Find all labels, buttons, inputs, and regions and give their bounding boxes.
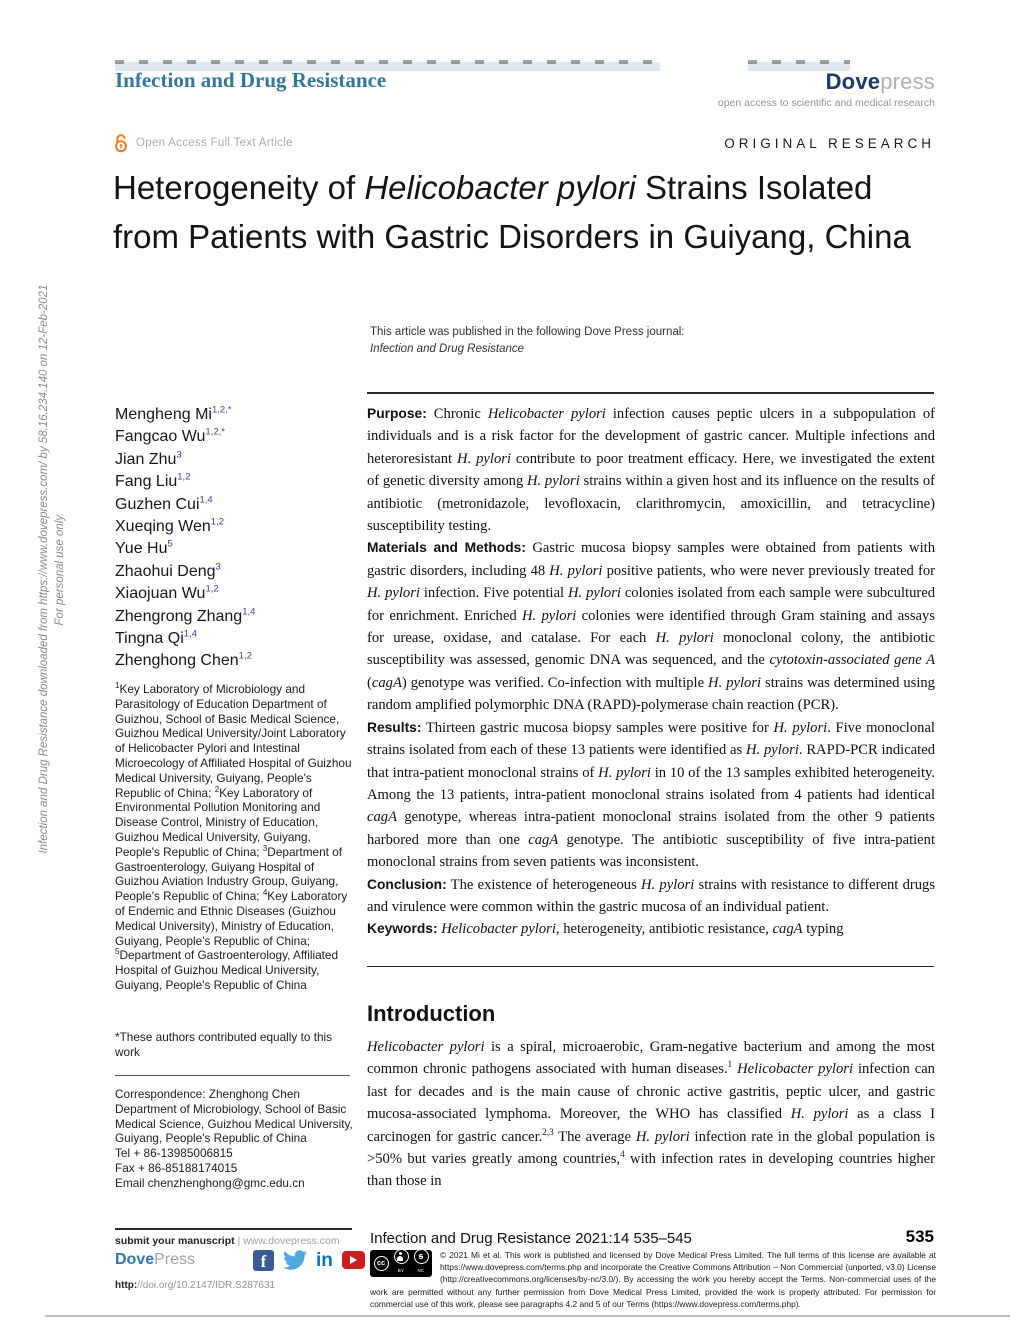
open-access-lock-icon bbox=[113, 133, 129, 153]
author: Guzhen Cui$^{1,4}$ bbox=[115, 494, 213, 513]
abstract-purpose-label: Purpose: bbox=[367, 406, 427, 421]
abstract-conclusion: Conclusion: The existence of heterogeneous H. pylori strains with resistance to different drugs and virulence were common within the gastric mucosa of an individual patient. bbox=[367, 876, 935, 915]
twitter-icon[interactable] bbox=[283, 1248, 307, 1272]
author: Fangcao $Wu^{1,2,*}$ bbox=[115, 427, 225, 446]
watermark-line2: For personal use only. bbox=[54, 512, 66, 626]
open-access-row bbox=[113, 133, 293, 153]
abstract bbox=[367, 403, 935, 941]
correspondence-tel: Tel + 86-13985006815 bbox=[115, 1146, 233, 1161]
affiliations: $^1$Key Laboratory of Microbiology and Parasitology of Education Department of Guizhou, School of Basic Medical Science, Guizhou Medical University/Joint Laboratory of Helicobacter Pylori and Intestinal Microecology of Affiliated Hospital of Guizhou Medical University, Guiyang, People's Republic of China; $^2$Key Laboratory of Environmental Pollution Monitoring and Disease Control, Ministry of Education, Guizhou Medical University, Guiyang, People's Republic of China; $^3$Department of Gastroenterology, Guiyang Hospital of Guizhou Aviation Industry Group, Guiyang, People's Republic of China; $^4$Key Laboratory of Endemic and Ethnic Diseases (Guizhou Medical University), Ministry of Education, Guiyang, People's Republic of China; $^5$Department of Gastroenterology, Affiliated Hospital of Guizhou Medical University, Guiyang, People's Republic of China bbox=[115, 681, 352, 992]
article-type-label: ORIGINAL RESEARCH bbox=[724, 136, 935, 151]
cc-by-icon: BY bbox=[394, 1249, 409, 1277]
equal-contribution-note: *These authors contributed equally to this work bbox=[115, 1030, 333, 1059]
author: Yue Hu$^5$ bbox=[115, 539, 173, 558]
correspondence-fax: Fax + 86-85188174015 bbox=[115, 1160, 238, 1175]
introduction-paragraph: Helicobacter pylori is a spiral, microaerobic, Gram-negative bacterium and among the most common chronic pathogens associated with human diseases.$^1$ Helicobacter pylori infection can last for decades and is the main cause of chronic active gastritis, peptic ulcer, and gastric mucosa-associated lymphoma. Moreover, the WHO has classified H. pylori as a class I carcinogen for gastric cancer.$^{2,3}$ The average H. pylori infection rate in the global population is >50% but varies greatly among countries,$^4$ with infection rates in developing countries higher than those in bbox=[367, 1039, 936, 1190]
author: Jian Zhu$^3$ bbox=[115, 449, 182, 468]
author: Zhenghong Chen$^{1,2}$ bbox=[115, 651, 252, 670]
correspondence-address: Department of Microbiology, School of Basic Medical Science, Guizhou Medical University, Guiyang, People's Republic of China bbox=[115, 1101, 353, 1146]
abstract-purpose: Purpose: Chronic Helicobacter pylori infection causes peptic ulcers in a subpopulation of individuals and is a risk factor for the development of gastric cancer. Multiple infections and heteroresistant H. pylori contribute to poor treatment efficacy. Here, we investigated the extent of genetic diversity among H. pylori strains within a given host and its influence on the results of antibiotic (metronidazole, levofloxacin, clarithromycin, amoxicillin, and tetracycline) susceptibility testing. bbox=[367, 406, 936, 535]
correspondence-name: Correspondence: Zhenghong Chen bbox=[115, 1087, 300, 1101]
correspondence-block bbox=[115, 1087, 360, 1191]
youtube-icon[interactable] bbox=[342, 1251, 365, 1269]
brand-tagline: open access to scientific and medical research bbox=[717, 97, 935, 109]
author: Mengheng $Mi^{1,2,*}$ bbox=[115, 404, 232, 423]
article-title: Heterogeneity of Helicobacter pylori Strains Isolated from Patients with Gastric Disorders in Guiyang, China bbox=[113, 169, 911, 255]
social-icons bbox=[253, 1248, 365, 1272]
divider bbox=[367, 966, 934, 967]
abstract-results: Results: Thirteen gastric mucosa biopsy samples were positive for H. pylori. Five monoclonal strains isolated from each of these 13 patients were identified as H. pylori. RAPD-PCR indicated that intra-patient monoclonal strains of H. pylori in 10 of the 13 samples exhibited heterogeneity. Among the 13 patients, intra-patient monoclonal strains isolated from 4 patients had identical cagA genotype, whereas intra-patient monoclonal strains isolated from the other 9 patients harbored more than one cagA genotype. The antibiotic susceptibility of five intra-patient monoclonal strains from seven patients was inconsistent. bbox=[367, 719, 936, 871]
author: Xiaojuan Wu$^{1,2}$ bbox=[115, 583, 219, 603]
license-text: © 2021 Mi et al. This work is published and licensed by Dove Medical Press Limited. The full terms of this license are available at https://www.dovepress.com/terms.php and incorporate the Creative Commons Attribution – Non Commercial (unported, v3.0) License (http://creativecommons.org/licenses/by-nc/3.0/). By accessing the work you hereby accept the Terms. Non-commercial uses of the work are permitted without any further permission from Dove Medical Press Limited, provided the work is properly attributed. For permission for commercial use of this work, please see paragraphs 4.2 and 5 of our Terms (https://www.dovepress.com/terms.php). bbox=[370, 1250, 936, 1309]
divider bbox=[367, 392, 934, 394]
watermark-line1: Infection and Drug Resistance downloaded from https://www.dovepress.com/ by 58.16.234.140 on 12-Feb-2021 bbox=[38, 284, 50, 854]
submit-manuscript-line bbox=[115, 1235, 339, 1247]
separator: | bbox=[237, 1235, 241, 1247]
introduction-heading: Introduction bbox=[367, 1001, 496, 1026]
author: Zhaohui Deng$^3$ bbox=[115, 561, 221, 580]
page-number: 535 bbox=[905, 1227, 934, 1246]
author: Tingna Qi$^{1,4}$ bbox=[115, 628, 197, 648]
open-access-label: Open Access Full Text Article bbox=[136, 137, 293, 149]
license-block bbox=[370, 1249, 936, 1310]
cc-icon: cc bbox=[374, 1256, 389, 1271]
facebook-icon[interactable]: f bbox=[253, 1250, 274, 1271]
dovepress-footer-logo[interactable]: DovePress bbox=[115, 1251, 196, 1268]
divider bbox=[115, 1228, 352, 1230]
download-watermark bbox=[36, 239, 68, 899]
dovepress-logo[interactable] bbox=[826, 69, 935, 95]
published-note-journal: Infection and Drug Resistance bbox=[370, 343, 525, 355]
published-note bbox=[370, 324, 685, 358]
published-note-line1: This article was published in the following Dove Press journal: bbox=[370, 326, 685, 338]
creative-commons-badge[interactable] bbox=[370, 1250, 432, 1277]
author-list bbox=[115, 404, 360, 673]
abstract-keywords-label: Keywords: bbox=[367, 921, 438, 937]
cc-nc-icon: $ NC bbox=[414, 1249, 429, 1277]
author: Xueqing Wen$^{1,2}$ bbox=[115, 516, 224, 536]
page-bottom-divider bbox=[45, 1315, 1010, 1317]
author: Fang Liu$^{1,2}$ bbox=[115, 471, 191, 491]
abstract-methods-label: Materials and Methods: bbox=[367, 540, 526, 556]
correspondence-email[interactable]: Email chenzhenghong@gmc.edu.cn bbox=[115, 1175, 305, 1190]
abstract-results-label: Results: bbox=[367, 719, 422, 735]
abstract-keywords: Keywords: Helicobacter pylori, heterogeneity, antibiotic resistance, cagA typing bbox=[367, 921, 844, 938]
abstract-conclusion-label: Conclusion: bbox=[367, 876, 447, 892]
divider bbox=[115, 1075, 350, 1076]
linkedin-icon[interactable]: in bbox=[316, 1249, 333, 1271]
journal-citation: Infection and Drug Resistance 2021:14 535–545 bbox=[370, 1230, 692, 1247]
abstract-methods: Materials and Methods: Gastric mucosa biopsy samples were obtained from patients with gastric disorders, including 48 H. pylori positive patients, who were never previously treated for H. pylori infection. Five potential H. pylori colonies isolated from each sample were subcultured for enrichment. Enriched H. pylori colonies were identified through Gram staining and assays for urease, oxidase, and catalase. For each H. pylori monoclonal colony, the antibiotic susceptibility was assessed, genomic DNA was sequenced, and the cytotoxin-associated gene A (cagA) genotype was verified. Co-infection with multiple H. pylori strains was determined using random amplified polymorphic DNA (RAPD)-polymerase chain reaction (PCR). bbox=[367, 540, 936, 714]
dovepress-logo-press: press bbox=[880, 69, 935, 94]
author: Zhengrong Zhang$^{1,4}$ bbox=[115, 606, 256, 625]
doi-link[interactable]: http://doi.org/10.2147/IDR.S287631 bbox=[115, 1280, 276, 1291]
dovepress-logo-dove: Dove bbox=[825, 69, 881, 94]
submit-manuscript-label: submit your manuscript bbox=[115, 1235, 235, 1247]
dovepress-url[interactable]: www.dovepress.com bbox=[243, 1235, 340, 1247]
journal-name: Infection and Drug Resistance bbox=[115, 68, 387, 92]
